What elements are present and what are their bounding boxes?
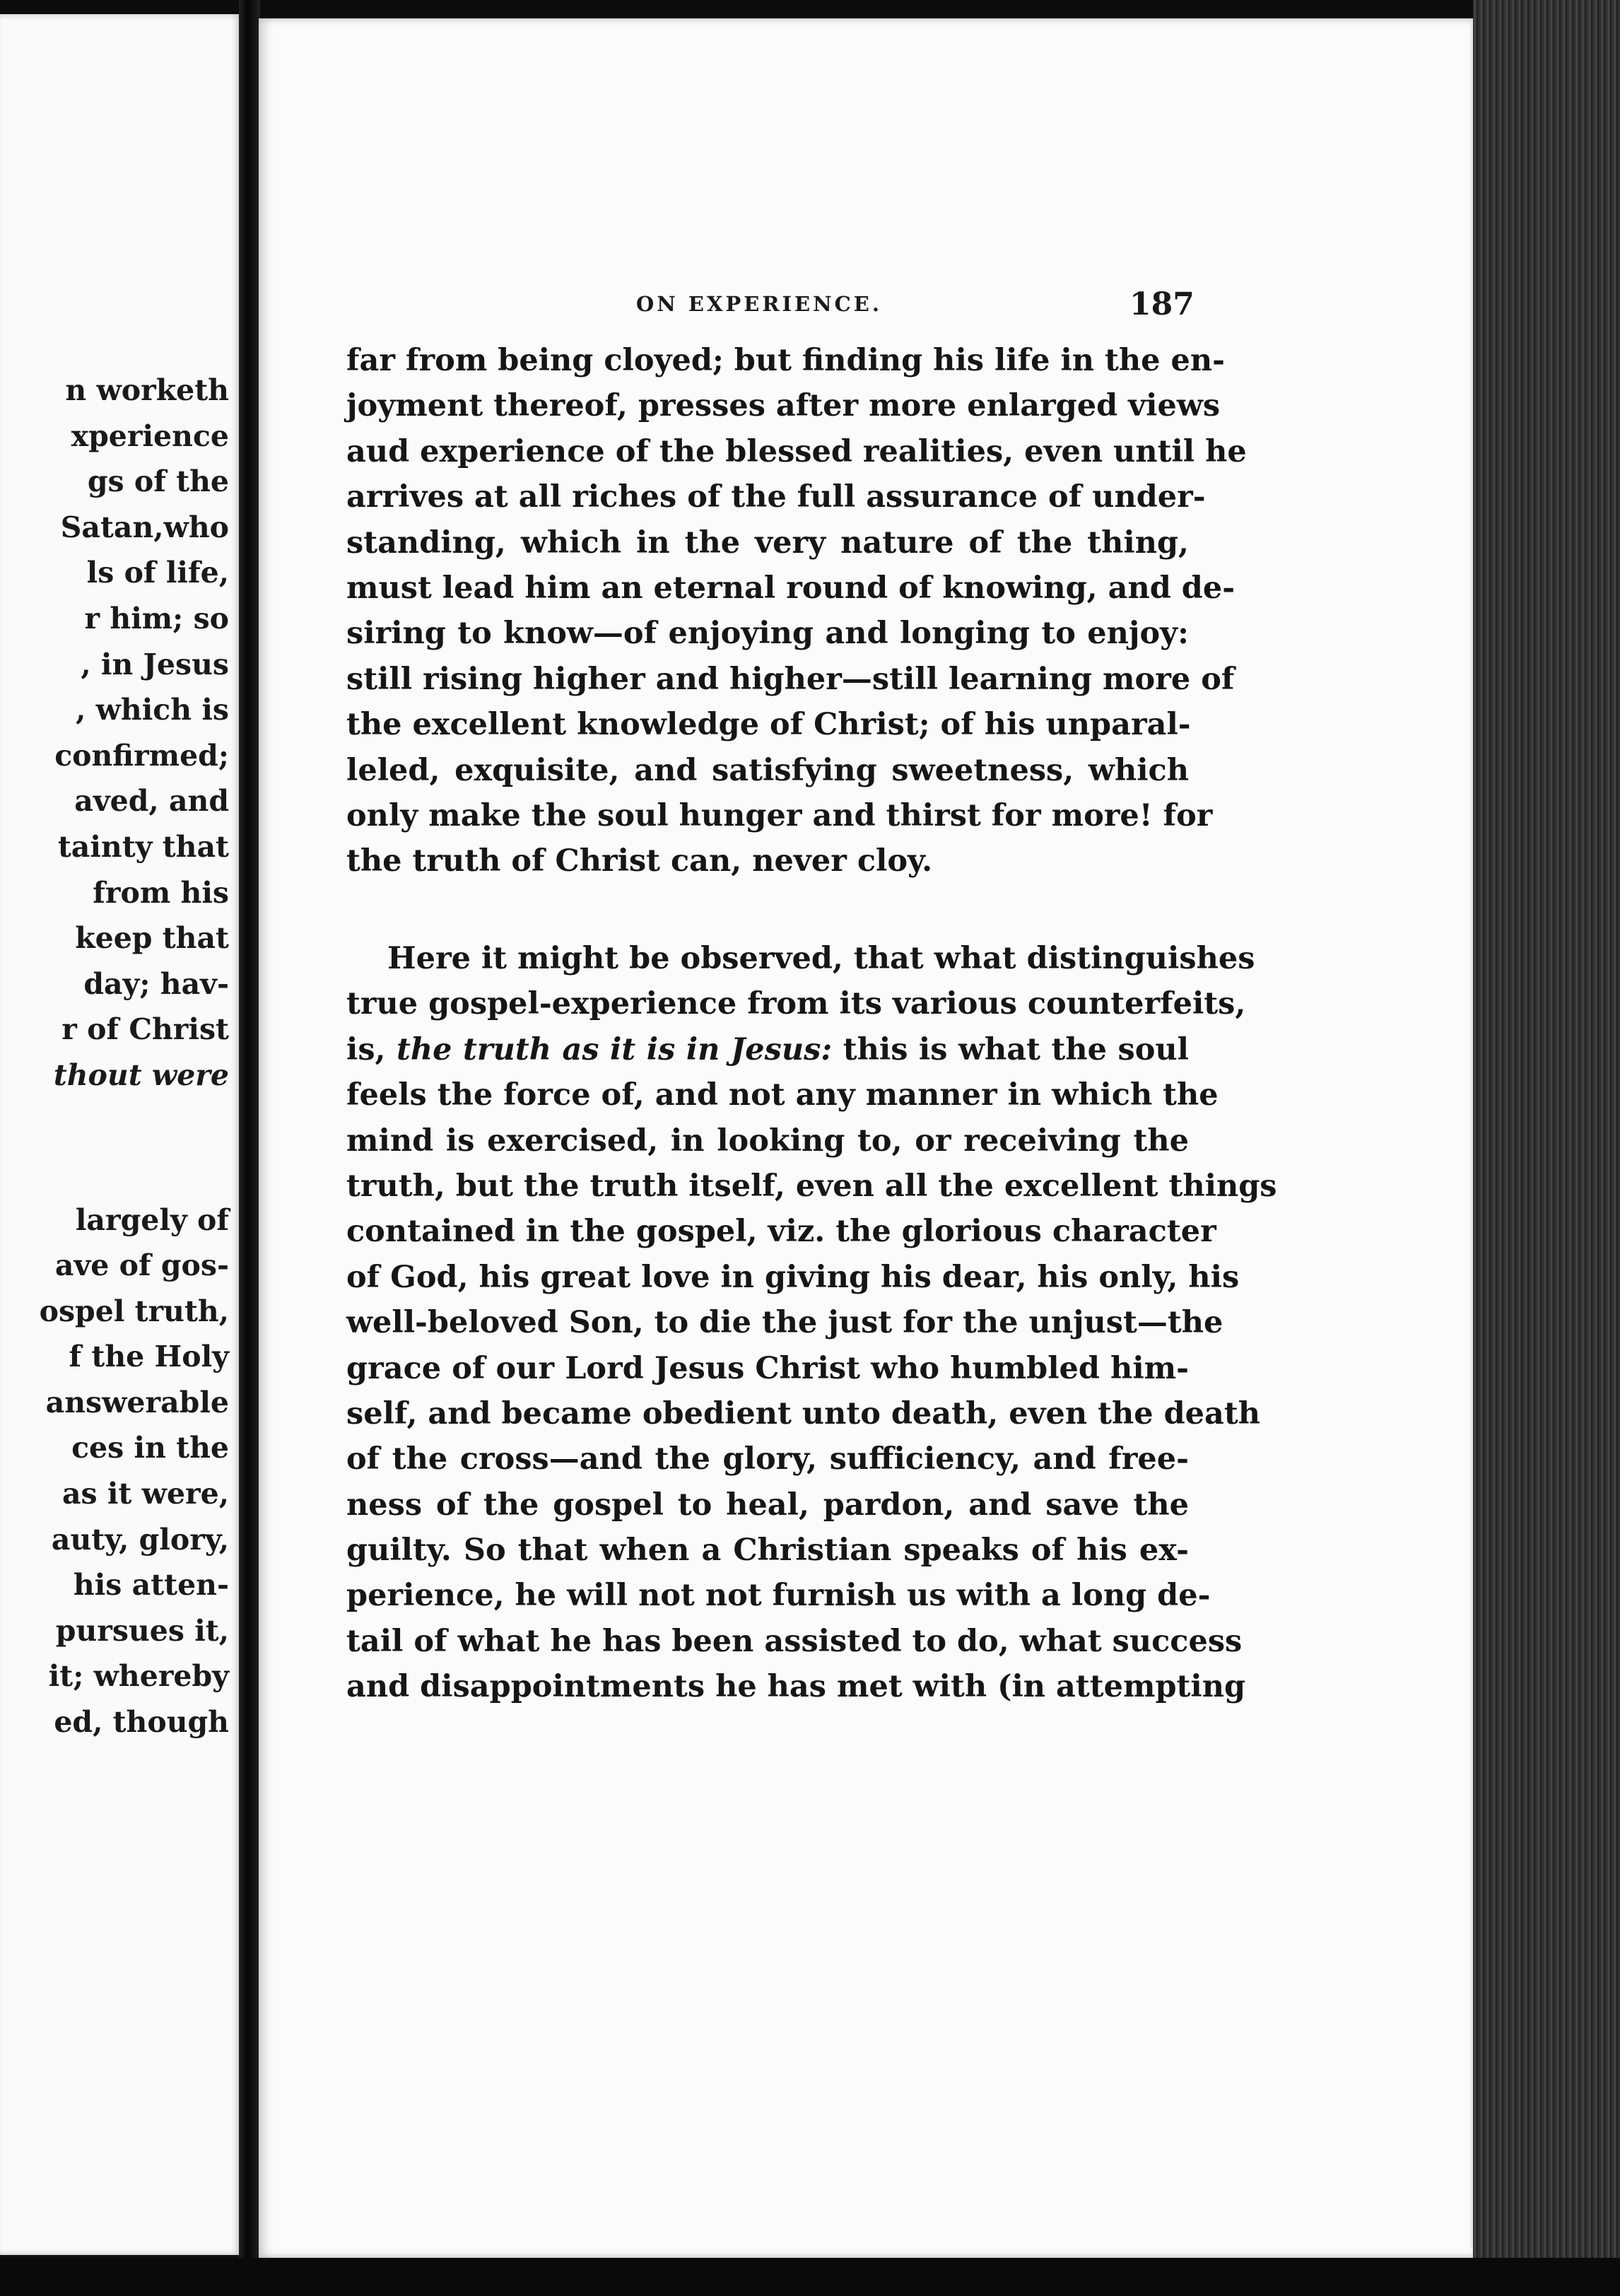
facing-line: pursues it, — [55, 1613, 229, 1648]
text-line: of the cross—and the glory, sufficiency, and free- — [346, 1441, 1189, 1477]
facing-line: ls of life, — [86, 556, 229, 590]
facing-line: aved, and — [74, 784, 229, 819]
paragraph-2 — [346, 936, 1277, 1710]
text-line: siring to know—of enjoying and longing to enjoy: — [346, 616, 1189, 652]
text-line: joyment thereof, presses after more enlarged views — [346, 388, 1221, 424]
text-line: contained in the gospel, viz. the glorious character — [346, 1214, 1216, 1250]
facing-line: ospel truth, — [39, 1294, 229, 1328]
text-line: leled, exquisite, and satisfying sweetness, which — [346, 752, 1189, 788]
scan-bottom-band — [0, 2258, 1620, 2296]
facing-line: tainty that — [57, 829, 229, 864]
text-line: feels the force of, and not any manner in which the — [346, 1077, 1219, 1113]
facing-line: confirmed; — [54, 738, 229, 773]
facing-line: auty, glory, — [51, 1522, 229, 1557]
facing-line: Satan,who — [60, 510, 229, 544]
facing-line: ed, though — [54, 1705, 229, 1740]
facing-line: f the Holy — [69, 1340, 229, 1374]
facing-line: r of Christ — [61, 1012, 229, 1047]
text-fragment: is, — [346, 1031, 386, 1067]
text-line: mind is exercised, in looking to, or receiving the — [346, 1123, 1189, 1159]
facing-line: xperience — [71, 418, 229, 453]
text-fragment: this is what the soul — [843, 1031, 1189, 1067]
facing-line: answerable — [45, 1385, 229, 1419]
text-line: well-beloved Son, to die the just for the unjust—the — [346, 1305, 1223, 1341]
facing-line: from his — [93, 875, 229, 910]
facing-line: n worketh — [65, 373, 229, 407]
text-line: truth, but the truth itself, even all the excellent things — [346, 1168, 1277, 1204]
facing-line: his atten- — [73, 1568, 229, 1603]
facing-line: thout were — [53, 1058, 229, 1092]
text-line: Here it might be observed, that what distinguishes — [387, 941, 1255, 976]
page-number: 187 — [1129, 286, 1195, 322]
facing-line: as it were, — [61, 1477, 229, 1511]
facing-line: , in Jesus — [81, 647, 229, 681]
text-line: still rising higher and higher—still learning more of — [346, 661, 1235, 697]
facing-line: ces in the — [71, 1431, 229, 1465]
facing-line: , which is — [76, 693, 229, 727]
facing-page-text — [3, 368, 229, 1745]
text-line: and disappointments he has met with (in attempting — [346, 1669, 1246, 1705]
text-line: tail of what he has been assisted to do, what success — [346, 1623, 1243, 1659]
text-line: must lead him an eternal round of knowing, and de- — [346, 570, 1235, 606]
facing-line: ave of gos- — [54, 1248, 229, 1283]
facing-page-left — [0, 14, 242, 2255]
facing-line: it; whereby — [48, 1659, 229, 1694]
book-page-edges — [1473, 0, 1620, 2296]
text-line: aud experience of the blessed realities, even until he — [346, 433, 1247, 469]
facing-line: keep that — [75, 921, 229, 956]
italic-phrase: the truth as it is in Jesus: — [397, 1031, 833, 1067]
text-line: only make the soul hunger and thirst for more! for — [346, 797, 1213, 833]
text-line: guilty. So that when a Christian speaks of his ex- — [346, 1533, 1189, 1569]
facing-line: r him; so — [84, 601, 229, 636]
text-line: far from being cloyed; but finding his life in the en- — [346, 343, 1225, 378]
text-line-with-italic — [346, 1027, 1189, 1072]
book-gutter — [239, 0, 260, 2296]
text-line: the truth of Christ can, never cloy. — [346, 843, 933, 879]
facing-line: largely of — [75, 1202, 229, 1237]
text-line: standing, which in the very nature of the thing, — [346, 525, 1189, 561]
text-line: perience, he will not not furnish us with a long de- — [346, 1578, 1211, 1614]
text-line: the excellent knowledge of Christ; of his unparal- — [346, 707, 1191, 743]
running-head: ON EXPERIENCE. — [636, 292, 882, 316]
facing-line: gs of the — [87, 464, 229, 499]
text-line: self, and became obedient unto death, even the death — [346, 1395, 1261, 1431]
text-line: ness of the gospel to heal, pardon, and save the — [346, 1487, 1189, 1523]
text-line: arrives at all riches of the full assurance of under- — [346, 479, 1206, 515]
facing-line: day; hav- — [83, 966, 229, 1001]
text-line: grace of our Lord Jesus Christ who humbled him- — [346, 1350, 1189, 1386]
paragraph-1 — [346, 338, 1247, 884]
text-line: true gospel-experience from its various counterfeits, — [346, 986, 1246, 1022]
text-line: of God, his great love in giving his dear, his only, his — [346, 1259, 1240, 1295]
